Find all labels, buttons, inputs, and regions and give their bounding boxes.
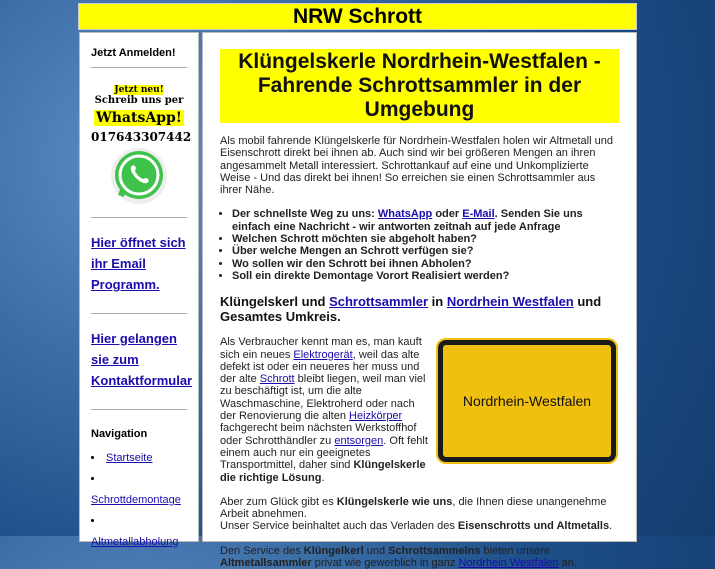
nav-altmetallabholung[interactable]: Altmetallabholung bbox=[91, 536, 179, 548]
schrottsammler-link[interactable]: Schrottsammler bbox=[329, 294, 429, 310]
list-item: • Welchen Schrott möchten sie abgeholt haben? bbox=[232, 233, 619, 245]
whatsapp-link[interactable]: WhatsApp bbox=[377, 208, 433, 221]
signup-heading: Jetzt Anmelden! bbox=[91, 47, 176, 59]
email-link[interactable]: Hier öffnet sich ihr Email Programm. bbox=[91, 235, 186, 292]
promo-phone: 017643307442 bbox=[91, 130, 192, 144]
contact-form-link[interactable]: Hier gelangen sie zum Kontaktformular bbox=[91, 331, 193, 388]
section-heading: Klüngelskerl und Schrottsammler in Nordrhein Westfalen und Gesamtes Umkreis. bbox=[220, 294, 602, 325]
email-link-inline[interactable]: E-Mail bbox=[462, 208, 495, 221]
promo-app: WhatsApp! bbox=[96, 110, 182, 126]
nrw-link-2[interactable]: Nordrhein Westfalen bbox=[458, 557, 559, 569]
divider bbox=[91, 67, 187, 68]
contact-list bbox=[232, 208, 619, 282]
whatsapp-promo[interactable] bbox=[91, 82, 192, 209]
sidebar bbox=[79, 32, 199, 548]
promo-new: Jetzt neu! bbox=[114, 85, 164, 95]
entsorgen-link[interactable]: entsorgen bbox=[334, 434, 384, 447]
list-item: • Der schnellste Weg zu uns: WhatsApp oder E-Mail. Senden Sie uns einfach eine Nachricht - wir antworten zeitnah auf jede Anfrage bbox=[232, 208, 619, 233]
divider bbox=[91, 313, 187, 314]
page-title: Klüngelskerle Nordrhein-Westfalen - Fahrende Schrottsammler in der Umgebung bbox=[220, 49, 619, 123]
nav-startseite[interactable]: Startseite bbox=[106, 452, 153, 464]
paragraph-2: Aber zum Glück gibt es Klüngelskerle wie uns, die Ihnen diese unangenehme Arbeit abnehmen. Unser Service beinhaltet auch das Verladen des Eisenschrotts und Altmetalls. bbox=[220, 495, 613, 533]
list-item: • Wo sollen wir den Schrott bei ihnen Abholen? bbox=[232, 258, 619, 270]
heizkoerper-link[interactable]: Heizkörper bbox=[349, 410, 403, 423]
list-item: • Soll ein direkte Demontage Vorort Realisiert werden? bbox=[232, 270, 619, 282]
divider bbox=[91, 409, 187, 410]
divider bbox=[91, 217, 187, 218]
main-content bbox=[202, 32, 637, 569]
nav-schrottdemontage[interactable]: Schrottdemontage bbox=[91, 494, 181, 506]
intro-text: Als mobil fahrende Klüngelskerle für Nordrhein-Westfalen holen wir Altmetall und Eisenschrott direkt bei ihnen ab. Auch sind wir bei größeren Mengen an ihren angesammelt Metall interessiert. Schrottankauf auf eine und Unkomplizierte Weise - Und das direkt bei ihnen! So erreichen sie einen Schrottsammler aus ihrer Nähe. bbox=[220, 135, 613, 197]
elektrogeraet-link[interactable]: Elektrogerät bbox=[293, 348, 353, 361]
whatsapp-icon bbox=[109, 146, 169, 206]
list-item: • Über welche Mengen an Schrott verfügen sie? bbox=[232, 245, 619, 257]
paragraph-1: Als Verbraucher kennt man es, man kauft sich ein neues Elektrogerät, weil das alte defekt ist oder ein neueres her muss und der alte Schrott bleibt liegen, weil man viel zu beschäftigt ist, um die alte Waschmaschine, Elektroherd oder nach der Renovierung die alten Heizkörper fachgerecht beim nächsten Werkstoffhof oder Schrotthändler zu entsorgen. Oft fehlt einem auch nur ein geeignetes Transportmittel, daher sind Klüngelskerle die richtige Lösung. bbox=[220, 336, 428, 484]
schrott-link[interactable]: Schrott bbox=[259, 373, 295, 386]
nrw-link[interactable]: Nordrhein Westfalen bbox=[446, 294, 574, 310]
nav-title: Navigation bbox=[91, 428, 148, 440]
site-header: NRW Schrott bbox=[78, 3, 637, 30]
promo-line: Schreib uns per bbox=[94, 95, 184, 106]
paragraph-3: Den Service des Klüngelkerl und Schrottsammelns bieten unsere Altmetallsammler privat wie gewerblich in ganz Nordrhein Westfalen an. bbox=[220, 544, 577, 569]
nrw-sign-image: Nordrhein-Westfalen bbox=[438, 340, 616, 462]
